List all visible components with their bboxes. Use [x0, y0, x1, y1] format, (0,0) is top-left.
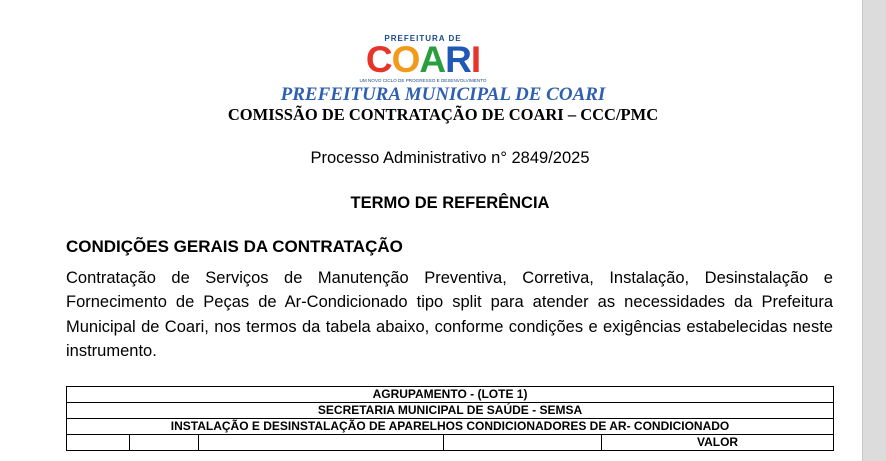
table-row: [67, 419, 834, 435]
logo-letter-o: O: [391, 39, 420, 80]
lote-table: [66, 386, 834, 451]
valor-header-cell: VALOR: [602, 435, 834, 451]
termo-title: TERMO DE REFERÊNCIA: [350, 194, 550, 212]
table-cell: [130, 435, 199, 451]
table-row: [67, 403, 834, 419]
logo-letter-a: A: [419, 39, 446, 80]
logo-wordmark: [353, 40, 493, 80]
viewer-scroll-edge[interactable]: [862, 0, 886, 461]
processo-administrativo: Processo Administrativo n° 2849/2025: [310, 149, 590, 167]
table-row: [67, 435, 834, 451]
comissao-title: COMISSÃO DE CONTRATAÇÃO DE COARI – CCC/PMC: [227, 105, 659, 124]
servico-cell: INSTALAÇÃO E DESINSTALAÇÃO DE APARELHOS CONDICIONADORES DE AR- CONDICIONADO: [67, 419, 834, 435]
logo-letter-c: C: [365, 39, 392, 80]
table-row: [67, 387, 834, 403]
logo-tagline: UM NOVO CICLO DE PROGRESSO E DESENVOLVIMENTO: [359, 78, 487, 83]
condicoes-heading: CONDIÇÕES GERAIS DA CONTRATAÇÃO: [66, 237, 403, 256]
table-cell: [199, 435, 444, 451]
table-cell: [444, 435, 602, 451]
agrupamento-cell: AGRUPAMENTO - (LOTE 1): [67, 387, 834, 403]
logo-top-text: PREFEITURA DE: [384, 34, 462, 43]
secretaria-cell: SECRETARIA MUNICIPAL DE SAÚDE - SEMSA: [67, 403, 834, 419]
table-cell: [67, 435, 130, 451]
logo-letter-i: I: [470, 39, 481, 80]
coari-logo: [353, 34, 493, 86]
logo-letter-r: R: [445, 39, 471, 80]
prefeitura-title: PREFEITURA MUNICIPAL DE COARI: [280, 84, 606, 105]
condicoes-paragraph: Contratação de Serviços de Manutenção Preventiva, Corretiva, Instalação, Desinstalação e Fornecimento de Peças de Ar-Condicionado tipo split para atender as necessidades da Prefeitura Municipal de Coari, nos termos da tabela abaixo, conforme condições e exigências estabelecidas neste instrumento.: [66, 269, 833, 361]
